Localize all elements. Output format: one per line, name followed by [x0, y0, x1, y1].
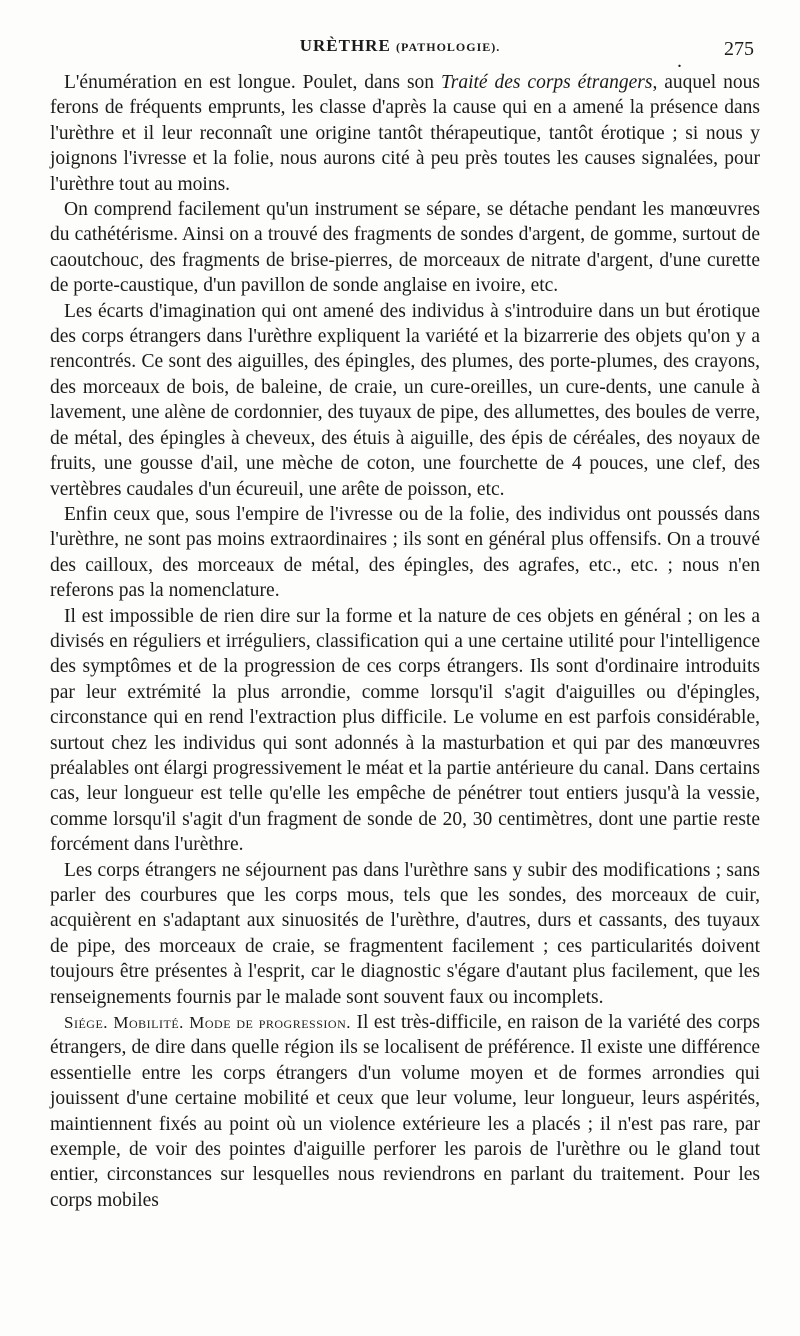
section-heading: Siége. Mobilité. Mode de progression.	[64, 1013, 351, 1033]
body-text	[50, 70, 760, 1213]
header-title: URÈTHRE	[299, 36, 391, 55]
paragraph-5: Il est impossible de rien dire sur la forme et la nature de ces objets en général ; on les a divisés en réguliers et irréguliers, classification qui a une certaine utilité pour l'intelligence des symptômes et de la progression de ces corps étrangers. Ils sont d'ordinaire introduits par leur extrémité la plus arrondie, comme lorsqu'il s'agit d'aiguilles ou d'épingles, circonstance qui en rend l'extraction plus difficile. Le volume en est parfois considérable, surtout chez les individus qui sont adonnés à la masturbation et qui par des manœuvres préalables ont élargi progressivement le méat et la partie antérieure du canal. Dans certains cas, leur longueur est telle qu'elle les empêche de pénétrer tout entiers jusqu'à la vessie, comme lorsqu'il s'agit d'un fragment de sonde de 20, 30 centimètres, dont une partie reste forcément dans l'urèthre.	[50, 605, 760, 856]
book-title-italic: Traité des corps étrangers	[440, 72, 653, 93]
paragraph-3: Les écarts d'imagination qui ont amené des individus à s'introduire dans un but érotique des corps étrangers dans l'urèthre expliquent la variété et la bizarrerie des objets qu'on y a rencontrés. Ce sont des aiguilles, des épingles, des plumes, des porte-plumes, des crayons, des morceaux de bois, de baleine, de craie, un cure-oreilles, un cure-dents, une canule à lavement, une alène de cordonnier, des tuyaux de pipe, des allumettes, des boules de verre, de métal, des épingles à cheveux, des étuis à aiguille, des épis de céréales, des noyaux de fruits, une gousse d'ail, une mèche de coton, une fourchette de 4 pouces, une clef, des vertèbres caudales d'un écureuil, une arête de poisson, etc.	[50, 300, 760, 500]
paragraph-4: Enfin ceux que, sous l'empire de l'ivresse ou de la folie, des individus ont poussés dans l'urèthre, ne sont pas moins extraordinaires ; ils sont en général plus offensifs. On a trouvé des cailloux, des morceaux de métal, des épingles, des agrafes, etc., etc. ; nous n'en referons pas la nomenclature.	[50, 503, 760, 602]
paragraph-1-before: L'énumération en est longue. Poulet, dans son	[64, 72, 441, 93]
paragraph-1-after: , auquel nous ferons de fréquents emprunts, les classe d'après la cause qui en a amené la présence dans l'urèthre et il leur reconnaît une origine tantôt thérapeutique, tantôt érotique ; si nous y joignons l'ivresse et la folie, nous aurons cité à peu près toutes les causes signalées, pour l'urèthre tout au moins.	[50, 72, 760, 195]
paragraph-2: On comprend facilement qu'un instrument se sépare, se détache pendant les manœuvres du cathétérisme. Ainsi on a trouvé des fragments de sondes d'argent, de gomme, surtout de caoutchouc, des fragments de brise-pierres, de morceaux de nitrate d'argent, d'une curette de porte-caustique, d'un pavillon de sonde anglaise en ivoire, etc.	[50, 199, 760, 297]
paragraph-6: Les corps étrangers ne séjournent pas dans l'urèthre sans y subir des modifications ; sans parler des courbures que les corps mous, tels que les sondes, des morceaux de cuir, acquièrent en s'adaptant aux sinuosités de l'urèthre, d'autres, durs et cassants, des tuyaux de pipe, des morceaux de craie, se fragmentent facilement ; ces particularités doivent toujours être présentes à l'esprit, car le diagnostic s'égare d'autant plus facilement, que les renseignements fournis par le malade sont souvent faux ou incomplets.	[50, 859, 760, 1008]
running-header	[0, 36, 800, 72]
paragraph-7	[50, 1010, 760, 1213]
header-subtitle: (PATHOLOGIE).	[396, 40, 501, 54]
page-number: 275	[724, 38, 754, 60]
paragraph-1	[50, 70, 760, 197]
header-dot: .	[677, 50, 682, 72]
paragraph-7-text: Il est très-difficile, en raison de la variété des corps étrangers, de dire dans quelle région ils se localisent de préférence. Il existe une différence essentielle entre les corps étrangers d'un volume moyen et de formes arrondies qui jouissent d'une certaine mobilité et ceux que leur volume, leur longueur, leurs aspérités, maintiennent fixés au point où un violence extérieure les a placés ; il n'est pas rare, par exemple, de voir des pointes d'aiguille perforer les parois de l'urèthre ou le gland tout entier, circonstances sur lesquelles nous reviendrons en parlant du traitement. Pour les corps mobiles	[50, 1012, 760, 1211]
